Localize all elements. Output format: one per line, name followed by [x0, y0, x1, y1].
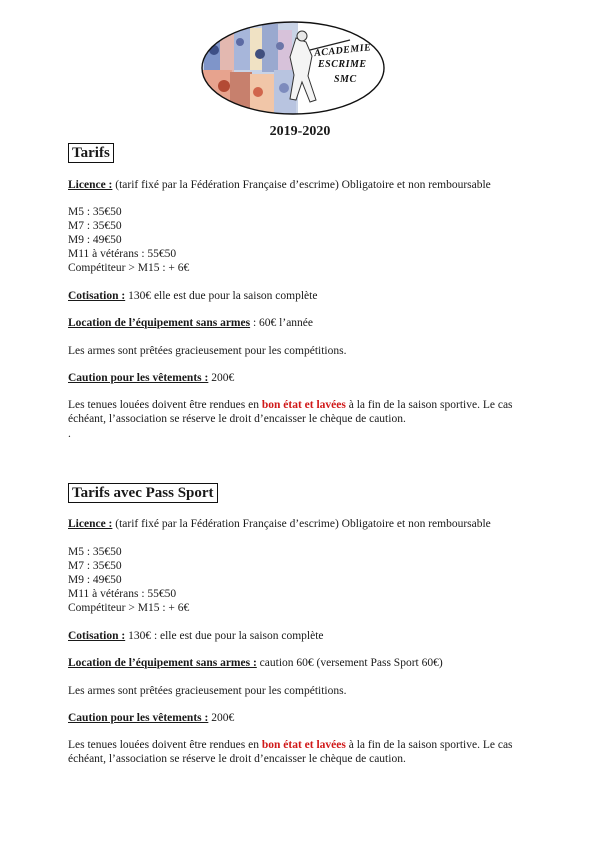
location-line — [68, 656, 530, 670]
location-line — [68, 316, 530, 330]
cotisation-label: Cotisation : — [68, 290, 126, 302]
price-item: M7 : 35€50 — [68, 220, 122, 232]
caution-text: 200€ — [208, 712, 235, 724]
licence-label: Licence : — [68, 179, 113, 191]
caution-label: Caution pour les vêtements : — [68, 712, 209, 724]
price-item: Compétiteur > M15 : + 6€ — [68, 262, 190, 274]
cotisation-text: 130€ elle est due pour la saison complète — [125, 290, 318, 302]
tenues-paragraph — [68, 738, 530, 766]
tenues-highlight: bon état et lavées — [261, 739, 346, 751]
tenues-text-start: Les tenues louées doivent être rendues en — [68, 399, 262, 411]
cotisation-line — [68, 289, 530, 303]
academie-escrime-logo — [200, 20, 386, 116]
licence-line — [68, 517, 530, 531]
logo-lettering — [292, 42, 392, 87]
tenues-highlight: bon état et lavées — [261, 399, 346, 411]
licence-line — [68, 178, 530, 192]
location-text: : 60€ l’année — [250, 317, 314, 329]
section-title-tarifs: Tarifs — [68, 143, 114, 163]
cotisation-line — [68, 629, 530, 643]
cotisation-text: 130€ : elle est due pour la saison complète — [125, 630, 324, 642]
caution-line — [68, 711, 530, 725]
licence-text: (tarif fixé par la Fédération Française d’escrime) Obligatoire et non remboursable — [112, 179, 491, 191]
logo-line-smc: SMC — [334, 74, 357, 85]
location-label: Location de l’équipement sans armes — [68, 317, 251, 329]
armes-line: Les armes sont prêtées gracieusement pour les compétitions. — [68, 685, 347, 697]
price-item: M9 : 49€50 — [68, 234, 122, 246]
price-item: M5 : 35€50 — [68, 546, 122, 558]
season-title: 2019-2020 — [269, 124, 331, 139]
price-item: M5 : 35€50 — [68, 206, 122, 218]
tenues-text-end: à la fin de la saison sportive. Le cas échéant, l’association se réserve le droit d’encaisser le chèque de caution. — [68, 399, 513, 425]
caution-label: Caution pour les vêtements : — [68, 372, 209, 384]
tenues-text-start: Les tenues louées doivent être rendues en — [68, 739, 262, 751]
caution-line — [68, 371, 530, 385]
licence-text: (tarif fixé par la Fédération Française d’escrime) Obligatoire et non remboursable — [112, 518, 491, 530]
price-item: M11 à vétérans : 55€50 — [68, 588, 177, 600]
price-item: M7 : 35€50 — [68, 560, 122, 572]
section-title-tarifs-pass-sport: Tarifs avec Pass Sport — [68, 483, 218, 503]
tenues-text-end: à la fin de la saison sportive. Le cas échéant, l’association se réserve le droit d’encaisser le chèque de caution. — [68, 739, 513, 765]
location-label: Location de l’équipement sans armes : — [68, 657, 257, 669]
logo-line-academie: ACADEMIE — [313, 42, 372, 60]
stray-dot: . — [68, 428, 71, 440]
location-text: caution 60€ (versement Pass Sport 60€) — [256, 657, 443, 669]
price-item: Compétiteur > M15 : + 6€ — [68, 602, 190, 614]
caution-text: 200€ — [208, 372, 235, 384]
armes-line: Les armes sont prêtées gracieusement pour les compétitions. — [68, 345, 347, 357]
logo-line-escrime: ESCRIME — [318, 59, 367, 70]
tenues-paragraph — [68, 398, 530, 426]
price-item: M11 à vétérans : 55€50 — [68, 248, 177, 260]
licence-label: Licence : — [68, 518, 113, 530]
price-item: M9 : 49€50 — [68, 574, 122, 586]
cotisation-label: Cotisation : — [68, 630, 126, 642]
